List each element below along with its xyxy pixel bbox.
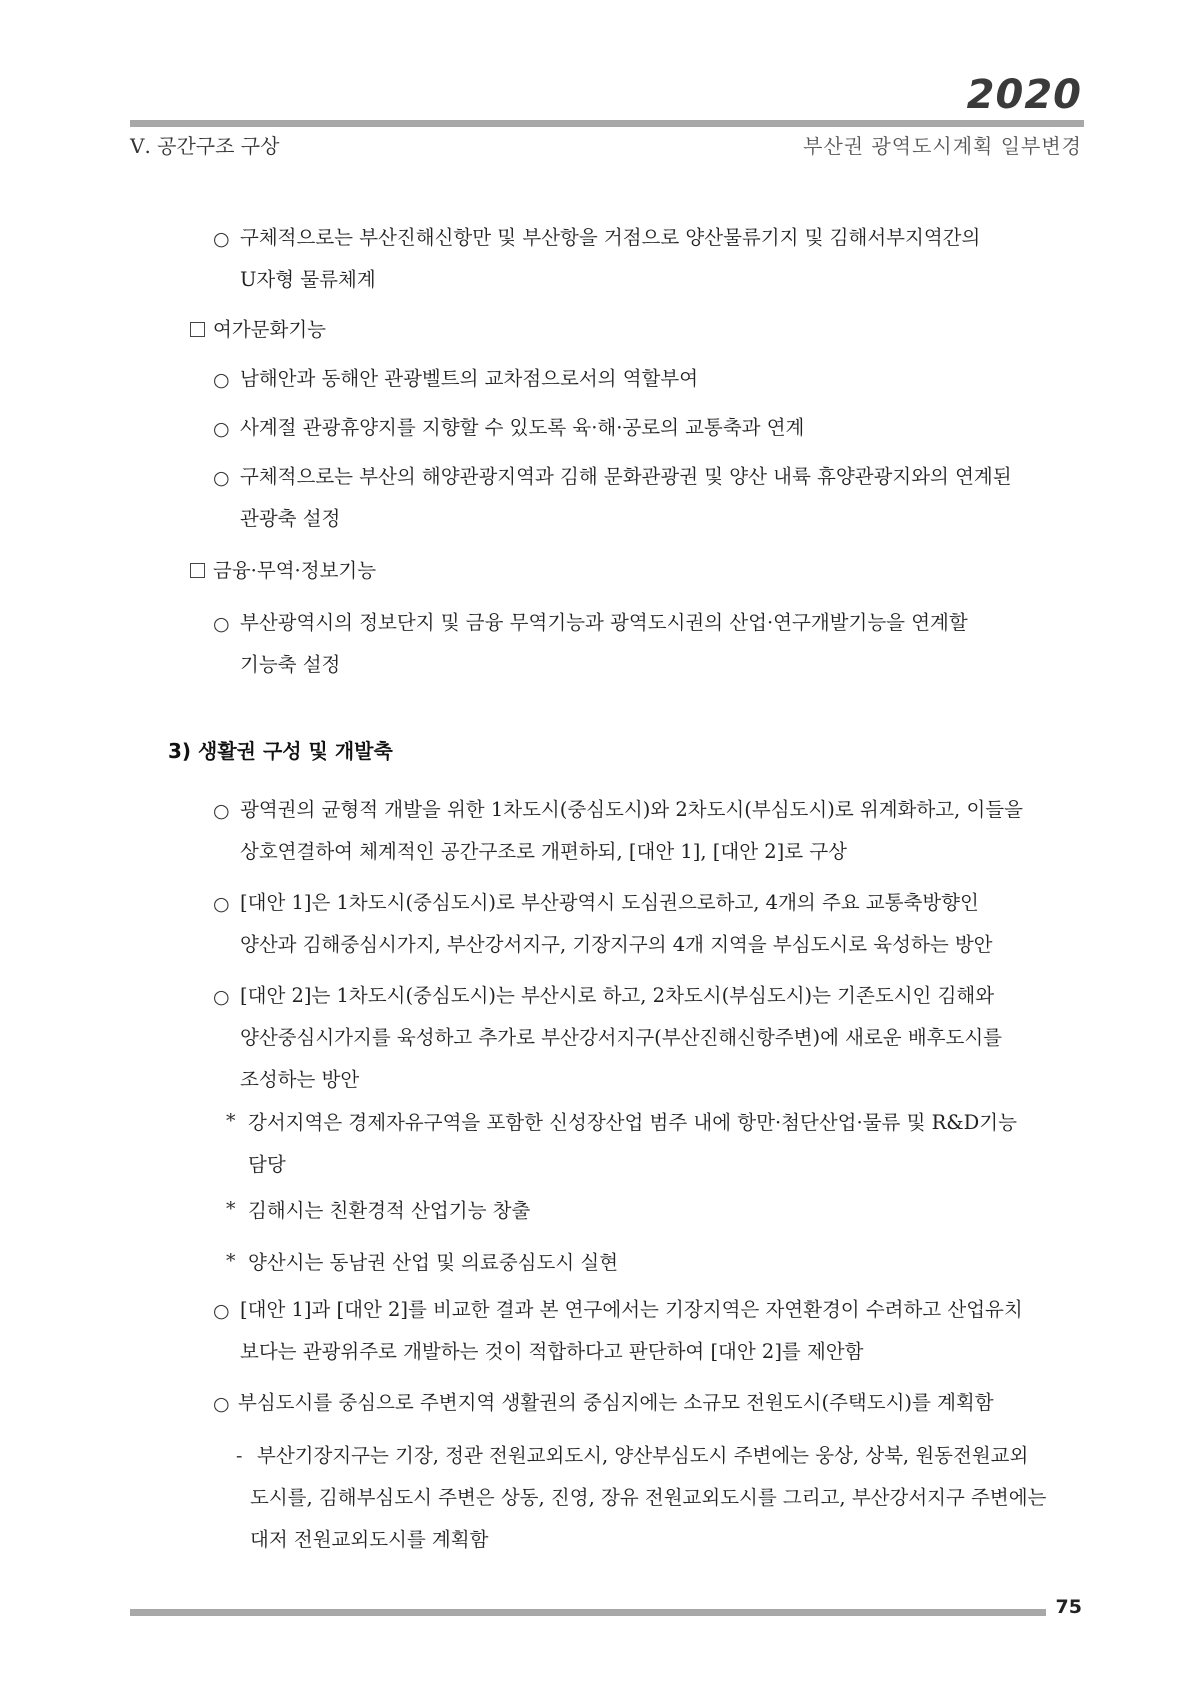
sub-bullet-text: 도시를, 김해부심도시 주변은 상동, 진영, 장유 전원교외도시를 그리고, 부산강서지구 주변에는: [250, 1486, 1047, 1509]
checkbox-square-icon: [190, 322, 205, 337]
note-text: 강서지역은 경제자유구역을 포함한 신성장산업 범주 내에 항만·첨단산업·물류 및 R&D기능: [248, 1111, 1017, 1134]
subheading: 금융·무역·정보기능: [213, 559, 377, 582]
circle-bullet-icon: ○: [213, 893, 230, 915]
note-text: 담당: [248, 1153, 286, 1176]
bullet-text: [대안 1]과 [대안 2]를 비교한 결과 본 연구에서는 기장지역은 자연환경이 수려하고 산업유치: [240, 1298, 1023, 1321]
bullet-text: 보다는 관광위주로 개발하는 것이 적합하다고 판단하여 [대안 2]를 제안함: [240, 1340, 864, 1363]
circle-bullet-icon: ○: [213, 800, 230, 822]
bullet-text: 부심도시를 중심으로 주변지역 생활권의 중심지에는 소규모 전원도시(주택도시)를 계획함: [238, 1391, 994, 1414]
note-text: 양산시는 동남권 산업 및 의료중심도시 실현: [248, 1251, 619, 1274]
circle-bullet-icon: ○: [213, 1300, 230, 1322]
asterisk-note-icon: *: [226, 1198, 236, 1220]
circle-bullet-icon: ○: [213, 369, 230, 391]
circle-bullet-icon: ○: [213, 613, 230, 635]
sub-bullet-text: 대저 전원교외도시를 계획함: [250, 1528, 489, 1551]
asterisk-note-icon: *: [226, 1110, 236, 1132]
sub-bullet-text: 부산기장지구는 기장, 정관 전원교외도시, 양산부심도시 주변에는 웅상, 상북, 원동전원교외: [257, 1444, 1029, 1467]
bullet-text: 기능축 설정: [240, 653, 341, 676]
asterisk-note-icon: *: [226, 1250, 236, 1272]
section-title: 3) 생활권 구성 및 개발축: [168, 739, 393, 763]
bullet-text: 조성하는 방안: [240, 1068, 360, 1091]
circle-bullet-icon: ○: [213, 1393, 230, 1415]
circle-bullet-icon: ○: [213, 986, 230, 1008]
bullet-text: 구체적으로는 부산진해신항만 및 부산항을 거점으로 양산물류기지 및 김해서부지역간의: [240, 226, 981, 249]
page-number: 75: [1055, 1596, 1082, 1618]
bullet-text: U자형 물류체계: [240, 268, 376, 291]
bullet-text: [대안 1]은 1차도시(중심도시)로 부산광역시 도심권으로하고, 4개의 주요 교통축방향인: [240, 891, 979, 914]
subheading: 여가문화기능: [213, 318, 327, 341]
bullet-text: [대안 2]는 1차도시(중심도시)는 부산시로 하고, 2차도시(부심도시)는 기존도시인 김해와: [240, 984, 995, 1007]
chapter-title: Ⅴ. 공간구조 구상: [130, 134, 280, 158]
circle-bullet-icon: ○: [213, 467, 230, 489]
circle-bullet-icon: ○: [213, 418, 230, 440]
note-text: 김해시는 친환경적 산업기능 창출: [248, 1199, 531, 1222]
bullet-text: 구체적으로는 부산의 해양관광지역과 김해 문화관광권 및 양산 내륙 휴양관광지와의 연계된: [240, 465, 1012, 488]
year-label: 2020: [966, 72, 1082, 118]
checkbox-square-icon: [190, 563, 205, 578]
bullet-text: 사계절 관광휴양지를 지향할 수 있도록 육·해·공로의 교통축과 연계: [240, 416, 805, 439]
bullet-text: 남해안과 동해안 관광벨트의 교차점으로서의 역할부여: [240, 367, 699, 390]
bullet-text: 양산과 김해중심시가지, 부산강서지구, 기장지구의 4개 지역을 부심도시로 육성하는 방안: [240, 933, 993, 956]
circle-bullet-icon: ○: [213, 228, 230, 250]
bullet-text: 상호연결하여 체계적인 공간구조로 개편하되, [대안 1], [대안 2]로 구상: [240, 840, 847, 863]
bullet-text: 양산중심시가지를 육성하고 추가로 부산강서지구(부산진해신항주변)에 새로운 배후도시를: [240, 1026, 1003, 1049]
bullet-text: 관광축 설정: [240, 507, 341, 530]
bullet-text: 광역권의 균형적 개발을 위한 1차도시(중심도시)와 2차도시(부심도시)로 위계화하고, 이들을: [240, 798, 1023, 821]
header-rule: [130, 120, 1084, 127]
bullet-text: 부산광역시의 정보단지 및 금융 무역기능과 광역도시권의 산업·연구개발기능을 연계할: [240, 611, 968, 634]
footer-rule: [130, 1609, 1046, 1616]
dash-bullet-icon: -: [236, 1445, 243, 1467]
document-title: 부산권 광역도시계획 일부변경: [803, 134, 1082, 158]
